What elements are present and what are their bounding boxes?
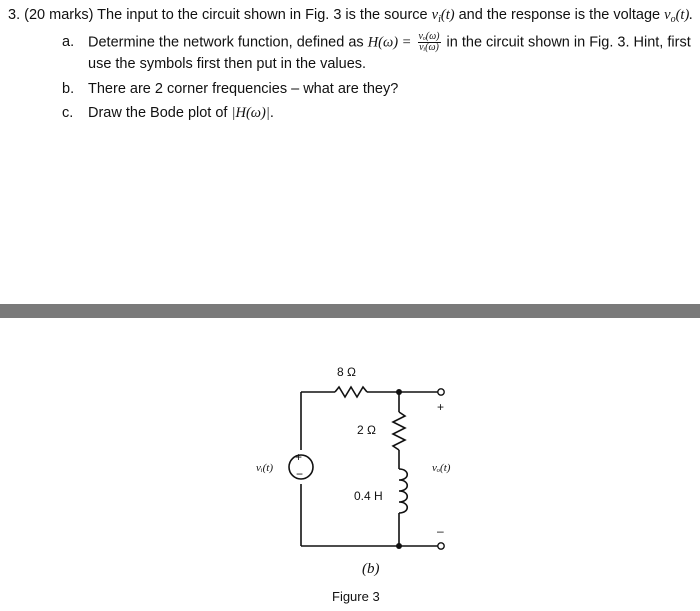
output-plus: + bbox=[437, 400, 445, 414]
vin-label: vᵢ(t) bbox=[256, 462, 274, 474]
question-marks: (20 marks) The input to the circuit shown in Fig. 3 is the source bbox=[24, 7, 428, 23]
item-c: c. Draw the Bode plot of |H(ω)|. bbox=[62, 105, 274, 121]
item-b-text: There are 2 corner frequencies – what are they? bbox=[88, 81, 399, 97]
inductor-0-4-h bbox=[399, 469, 407, 513]
resistor-2-ohm-label: 2 Ω bbox=[357, 423, 376, 437]
terminal-bottom bbox=[438, 543, 444, 549]
item-a-continuation: use the symbols first then put in the values. bbox=[88, 56, 367, 72]
item-a bbox=[62, 32, 692, 53]
question-middle: and the response is the voltage bbox=[458, 7, 661, 23]
resistor-8-ohm bbox=[335, 387, 367, 397]
vout-label: vₒ(t) bbox=[432, 462, 451, 474]
resistor-2-ohm bbox=[393, 412, 405, 450]
item-a-label: a. bbox=[62, 34, 75, 51]
subfigure-caption: (b) bbox=[362, 561, 380, 577]
output-minus: – bbox=[437, 524, 444, 538]
network-function-symbol: H(ω) = bbox=[367, 34, 412, 51]
figure-caption: Figure 3 bbox=[332, 589, 380, 604]
question-number: 3. bbox=[8, 7, 21, 23]
item-a-text: Determine the network function, defined as bbox=[88, 34, 364, 51]
node-top bbox=[396, 389, 402, 395]
source-plus: + bbox=[295, 450, 303, 464]
inductor-label: 0.4 H bbox=[354, 489, 383, 503]
fraction-denominator: vᵢ(ω) bbox=[419, 42, 439, 53]
response-symbol: $v_o(t)$. bbox=[664, 7, 693, 25]
page-divider bbox=[0, 304, 700, 318]
circuit-diagram bbox=[240, 355, 480, 555]
fraction-numerator: vₒ(ω) bbox=[418, 31, 440, 42]
network-function-fraction bbox=[418, 32, 441, 53]
item-b bbox=[62, 80, 398, 98]
item-c-label: c. bbox=[62, 105, 74, 121]
source-symbol: $v_i(t)$ bbox=[431, 7, 455, 25]
source-minus: − bbox=[296, 467, 304, 481]
item-c-text: Draw the Bode plot of bbox=[88, 105, 228, 121]
item-b-label: b. bbox=[62, 81, 75, 97]
question-3 bbox=[8, 6, 698, 29]
magnitude-symbol: |H(ω)| bbox=[231, 105, 270, 121]
terminal-top bbox=[438, 389, 444, 395]
node-bottom bbox=[396, 543, 402, 549]
resistor-8-ohm-label: 8 Ω bbox=[337, 365, 356, 379]
item-a-text-2: in the circuit shown in Fig. 3. Hint, first bbox=[446, 34, 691, 51]
